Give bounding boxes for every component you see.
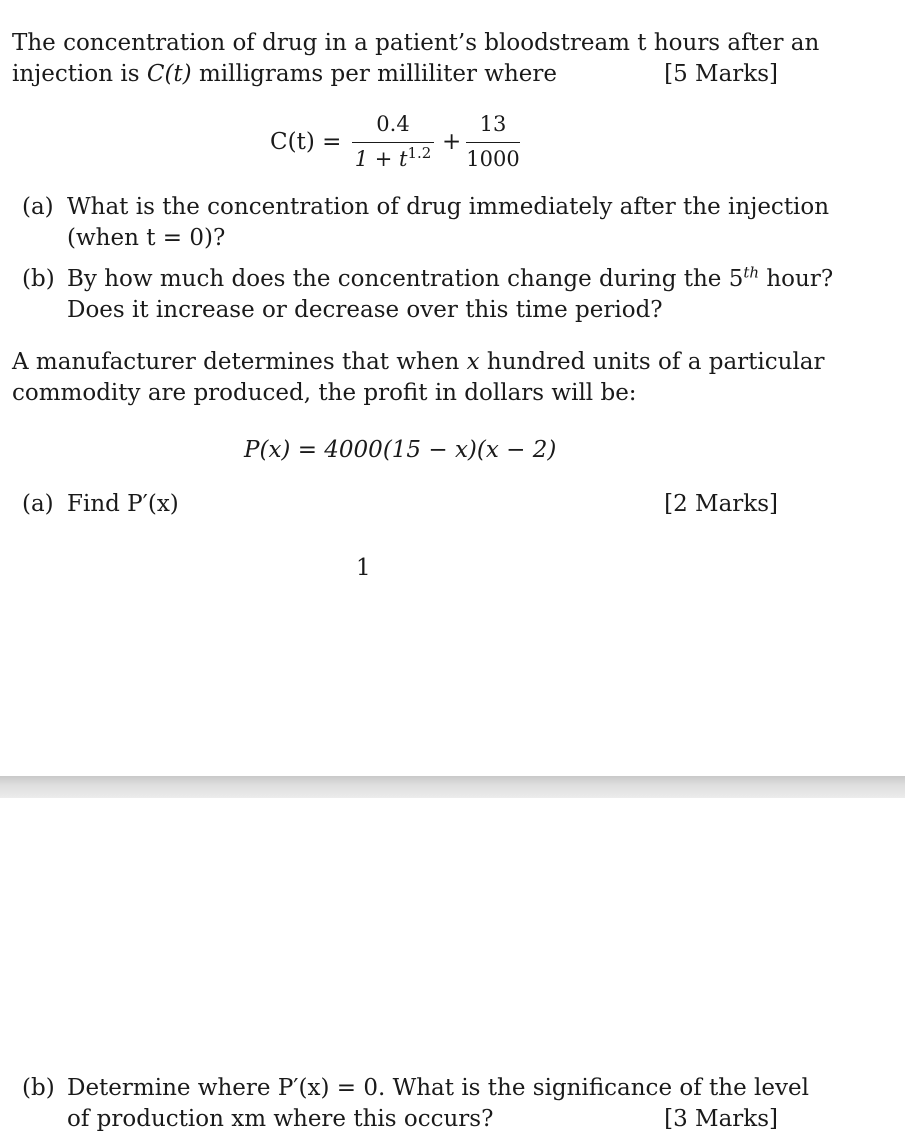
fraction-2 — [466, 111, 520, 173]
q1-part-b-line2: Does it increase or decrease over this time period? — [67, 297, 663, 323]
q1-part-b-line1: (b) By how much does the concentration change during the 5th hour? — [22, 264, 833, 295]
q1-intro-line1: The concentration of drug in a patient’s bloodstream t hours after an — [12, 30, 820, 56]
q2-part-a-marks: [2 Marks] — [664, 491, 778, 517]
part-label: (b) — [22, 1075, 55, 1101]
page-number: 1 — [356, 555, 371, 581]
formula-plus: + — [442, 129, 462, 155]
part-label: (a) — [22, 194, 54, 220]
part-label: (a) — [22, 491, 54, 517]
q2-part-b-line1: (b) Determine where P′(x) = 0. What is the significance of the level — [22, 1073, 809, 1104]
page-separator — [0, 776, 905, 798]
q1-intro-line2: injection is C(t) milligrams per milliliter where — [12, 61, 558, 87]
q1-part-a-line1: (a) What is the concentration of drug immediately after the injection — [22, 192, 829, 223]
fraction-1-numerator: 0.4 — [376, 112, 410, 136]
fraction-1-denominator: $1 + t^{1.2}$ — [354, 144, 432, 171]
fraction-2-numerator: 13 — [479, 112, 507, 136]
q2-intro-line2: commodity are produced, the profit in dollars will be: — [12, 380, 637, 406]
q1-part-a-line2: (when t = 0)? — [67, 225, 226, 251]
q1-marks: [5 Marks] — [664, 61, 778, 87]
q2-part-b-marks: [3 Marks] — [664, 1106, 778, 1132]
q2-part-b-line2: of production xm where this occurs? — [67, 1106, 494, 1132]
q2-part-a: (a) Find P′(x) — [22, 489, 179, 520]
fraction-1 — [352, 111, 434, 173]
document-page-2 — [0, 798, 905, 1137]
fraction-bar — [352, 142, 434, 143]
part-label: (b) — [22, 266, 55, 292]
fraction-2-denominator: 1000 — [466, 147, 520, 171]
q2-formula: P(x) = 4000(15 − x)(x − 2) — [244, 437, 557, 463]
variable-x: x — [466, 349, 480, 375]
formula-lhs: C(t) = — [270, 129, 342, 155]
function-name: C(t) — [146, 61, 192, 87]
fraction-bar — [466, 142, 520, 143]
q2-intro-line1: A manufacturer determines that when x hundred units of a particular — [12, 349, 825, 375]
